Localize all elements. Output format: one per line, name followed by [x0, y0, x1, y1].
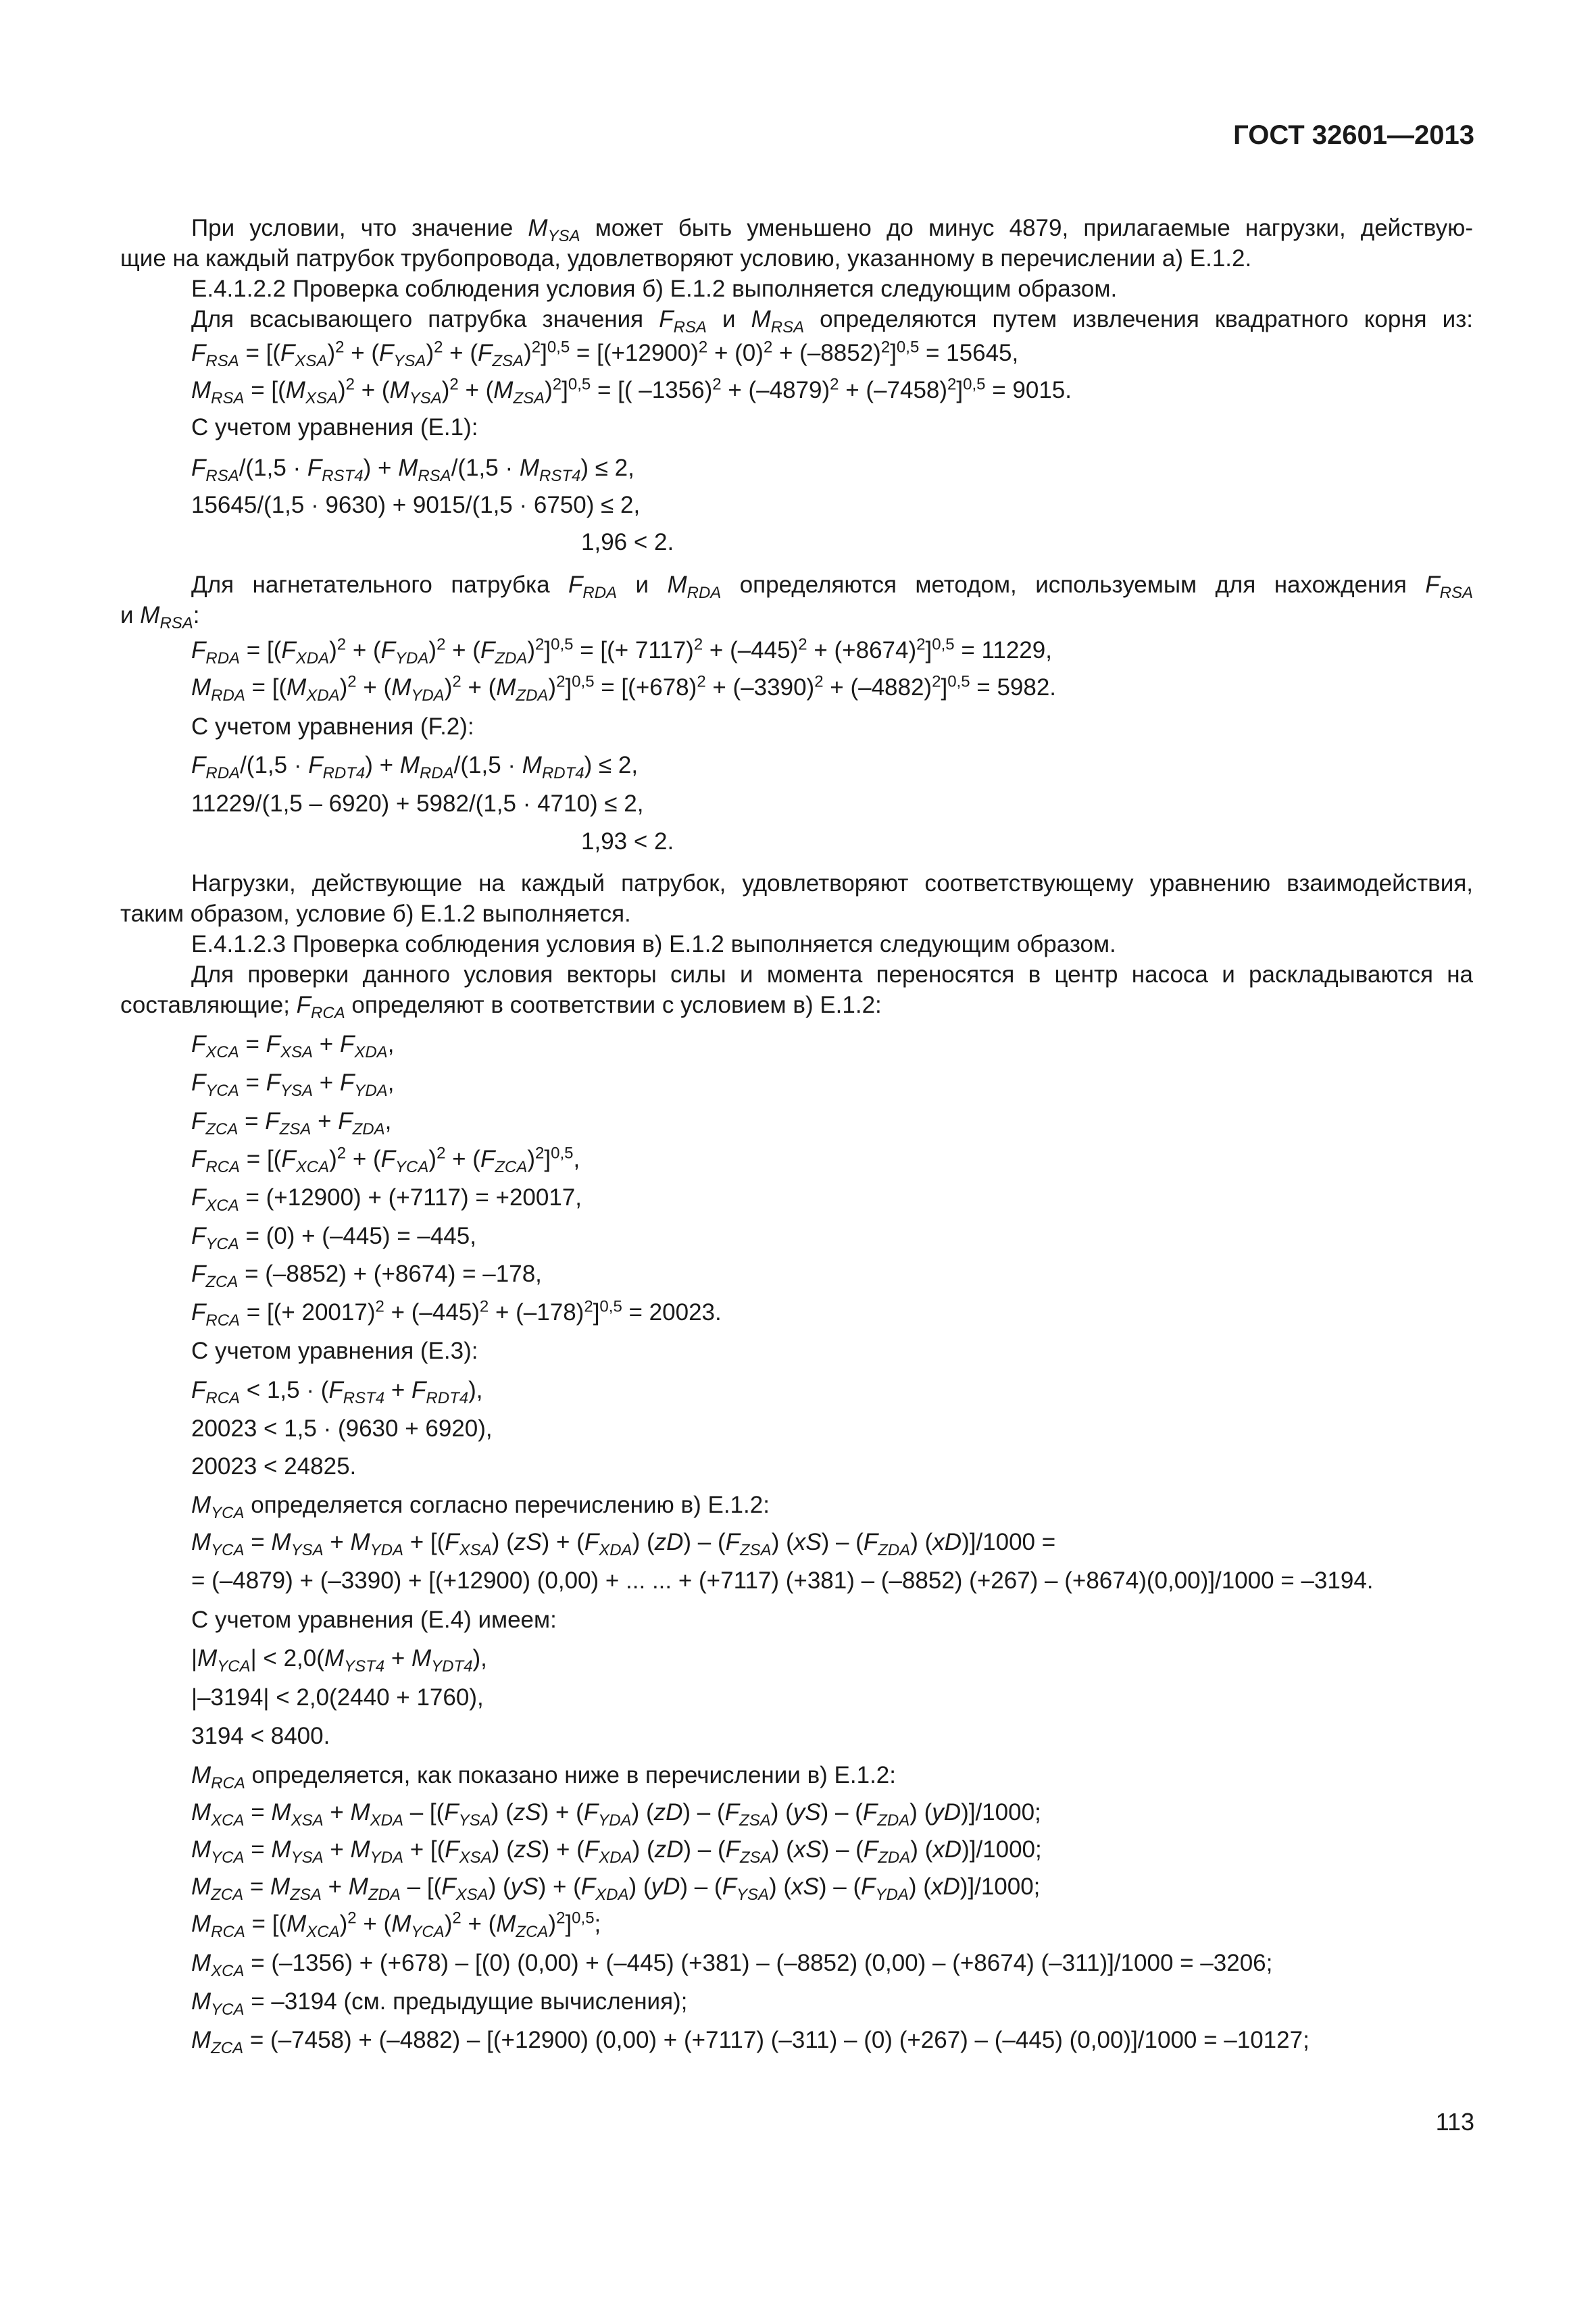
text-line: 3194 < 8400. — [191, 1723, 330, 1749]
text-line: С учетом уравнения (Е.4) имеем: — [191, 1607, 557, 1633]
text-line: $F_{YCA} = F_{YSA} + F_{YDA}$, — [191, 1070, 395, 1100]
text-line: $M_{RCA}$ определяется, как показано ниже в перечислении в) Е.1.2: — [191, 1762, 896, 1792]
document-code-header: ГОСТ 32601—2013 — [1233, 120, 1474, 150]
text-line: составляющие; $F_{RCA}$ определяют в соответствии с условием в) Е.1.2: — [120, 992, 882, 1022]
text-line: $F_{YCA} = (0) + (-445) = -445$, — [191, 1223, 476, 1253]
text-line: $M_{XCA} = M_{XSA} + M_{XDA} - [(F_{YSA}) (zS) + (F_{YDA})$ $(zD) - (F_{ZSA})$ $(yS) - (F_{ZDA})$ (yD)]/1000; — [191, 1799, 1041, 1830]
text-line: Е.4.1.2.3 Проверка соблюдения условия в) Е.1.2 выполняется следующим образом. — [191, 931, 1116, 957]
text-line: С учетом уравнения (Е.1): — [191, 414, 478, 441]
text-line: $F_{XCA} = (+12900) + (+7117) = +20017$, — [191, 1184, 582, 1215]
text-line: $F_{ZCA} = F_{ZSA} + F_{ZDA}$, — [191, 1108, 392, 1138]
text-line: = (–4879) + (–3390) + [(+12900) (0,00) + ... ... + (+7117) (+381) – (–8852) (+267) – (+8674)(0,00)]/1000 = –3194. — [191, 1567, 1374, 1594]
text-line: $F_{ZCA} = (-8852) + (+8674) = -178$, — [191, 1261, 542, 1291]
text-line: $M_{RCA} = [(M_{XCA})^2 + (M_{YCA})^2 + (M_{ZCA})^2]^{0,5}$; — [191, 1909, 601, 1941]
text-line: и $M_{RSA}$: — [120, 602, 200, 632]
text-line: $M_{XCA} = (-1356) + (+678) - [(0) (0,00) + (-445)$ (+381) – (–8852) (0,00) – (+8674) (–311)]/1000 = –3206; — [191, 1950, 1273, 1980]
text-line: 1,96 < 2. — [581, 529, 674, 555]
text-line: 1,93 < 2. — [581, 828, 674, 855]
text-line: 20023 < 24825. — [191, 1453, 357, 1480]
text-line: $M_{RSA} = [(M_{XSA})^2 + (M_{YSA})^2 + (M_{ZSA})^2]^{0,5}$ = [( $-1356)^2 + (-4879)^2 + (-7458)^2]^{0,5} = 9015$. — [191, 375, 1072, 407]
text-line: $F_{RSA} = [(F_{XSA})^2 + (F_{YSA})^2 + (F_{ZSA})^2]^{0,5} = [(+12900)^2 + (0)^2 + (-8852)^2]^{0,5} = 15645$, — [191, 338, 1019, 370]
text-line: Для нагнетательного патрубка $F_{RDA}$ и $M_{RDA}$ определяются методом, используемым для нахождения $F_{RSA}$ — [191, 572, 1473, 602]
text-line: $M_{ZCA} = M_{ZSA} + M_{ZDA} - [(F_{XSA}) (yS) + (F_{XDA})$ $(yD) - (F_{YSA})$ $(xS) - (F_{YDA})$ (xD)]/1000; — [191, 1873, 1041, 1904]
text-line: При условии, что значение $M_{YSA}$ может быть уменьшено до минус 4879, прилагаемые нагрузки, действую- — [191, 215, 1473, 245]
text-line: таким образом, условие б) Е.1.2 выполняется. — [120, 901, 631, 927]
text-line: $F_{XCA} = F_{XSA} + F_{XDA}$, — [191, 1031, 395, 1061]
text-line: $M_{RDA} = [(M_{XDA})^2 + (M_{YDA})^2 + (M_{ZDA})^2]^{0,5} = [(+678)^2 + (-3390)^2 + (-4882)^2]^{0,5} = 5982$. — [191, 672, 1057, 705]
text-line: С учетом уравнения (Е.3): — [191, 1338, 478, 1364]
text-line: $F_{RDA}/(1,5 \cdot F_{RDT4}) + M_{RDA}/(1,5 \cdot M_{RDT4}) \le 2$, — [191, 752, 639, 782]
text-line: 15645/(1,5 · 9630) + 9015/(1,5 · 6750) ≤ 2, — [191, 492, 641, 518]
text-line: $M_{YCA}$ определяется согласно перечислению в) Е.1.2: — [191, 1492, 770, 1522]
text-line: $M_{YCA} = -3194$ (см. предыдущие вычисления); — [191, 1988, 688, 2019]
text-line: $|M_{YCA}| < 2,0(M_{YST4} + M_{YDT4})$, — [191, 1645, 487, 1676]
page-number: 113 — [1435, 2108, 1474, 2136]
text-line: Е.4.1.2.2 Проверка соблюдения условия б) Е.1.2 выполняется следующим образом. — [191, 276, 1118, 302]
text-line: |–3194| < 2,0(2440 + 1760), — [191, 1684, 484, 1711]
text-line: щие на каждый патрубок трубопровода, удовлетворяют условию, указанному в перечислении а) Е.1.2. — [120, 245, 1252, 272]
text-line: $F_{RSA}/(1,5 \cdot F_{RST4}) + M_{RSA}/(1,5 \cdot M_{RST4}) \le 2$, — [191, 455, 634, 485]
text-line: Нагрузки, действующие на каждый патрубок, удовлетворяют соответствующему уравнению взаимодействия, — [191, 870, 1473, 897]
text-line: $M_{YCA} = M_{YSA} + M_{YDA} + [(F_{XSA}) (zS) + (F_{XDA})$ $(zD) - (F_{ZSA})$ $(xS) - (F_{ZDA}) (xD)]/1000$ = — [191, 1529, 1056, 1559]
text-line: $F_{RCA} = [(F_{XCA})^2 + (F_{YCA})^2 + (F_{ZCA})^2]^{0,5}$, — [191, 1144, 580, 1176]
text-line: $M_{YCA} = M_{YSA} + M_{YDA} + [(F_{XSA}) (zS) + (F_{XDA})$ $(zD) - (F_{ZSA})$ $(xS) - (F_{ZDA})$ (xD)]/1000; — [191, 1836, 1042, 1867]
text-line: $F_{RCA} < 1,5 \cdot (F_{RST4} + F_{RDT4})$, — [191, 1377, 483, 1407]
text-line: Для всасывающего патрубка значения $F_{RSA}$ и $M_{RSA}$ определяются путем извлечения квадратного корня из: — [191, 306, 1474, 336]
text-line: 11229/(1,5 – 6920) + 5982/(1,5 · 4710) ≤ 2, — [191, 790, 644, 817]
text-line: 20023 < 1,5 · (9630 + 6920), — [191, 1415, 493, 1442]
text-line: Для проверки данного условия векторы силы и момента переносятся в центр насоса и раскладываются на — [191, 961, 1473, 988]
text-line: С учетом уравнения (F.2): — [191, 713, 474, 740]
text-line: $F_{RDA} = [(F_{XDA})^2 + (F_{YDA})^2 + (F_{ZDA})^2]^{0,5}$ = [(+ $7117)^2 + (-445)^2 + (+8674)^2]^{0,5} = 11229$, — [191, 635, 1052, 668]
text-line: $F_{RCA}$ = [(+ $20017)^2 + (-445)^2 + (-178)^2]^{0,5} = 20023$. — [191, 1297, 722, 1330]
text-line: $M_{ZCA} = (-7458) + (-4882) - [(+12900) (0,00) + (+7117)$ (–311) – (0) (+267) – (–445) (0,00)]/1000 = –10127; — [191, 2027, 1310, 2057]
